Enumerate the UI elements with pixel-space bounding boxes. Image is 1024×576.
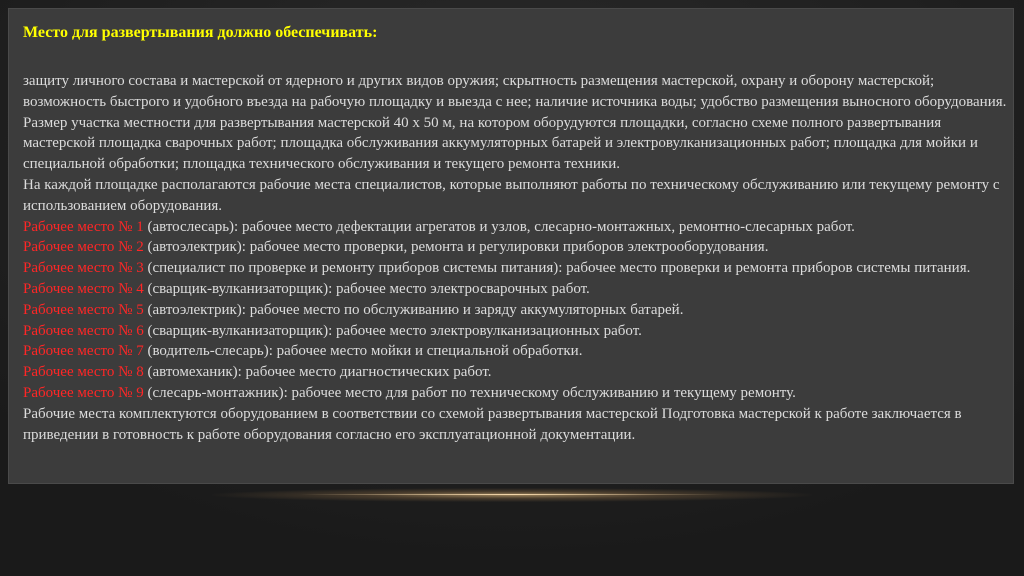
paragraph-closing: Рабочие места комплектуются оборудованием в соответствии со схемой развертывания мастерской Подготовка мастерской к работе заключается в приведении в готовность к работе оборудования согласно его эксплуатационной документации. (23, 405, 962, 443)
workplace-description: (специалист по проверке и ремонту приборов системы питания): рабочее место проверки и ремонта приборов системы питания. (143, 260, 971, 277)
workplace-description: (автомеханик): рабочее место диагностических работ. (143, 364, 492, 381)
workplace-8 (23, 362, 1013, 383)
workplace-description: (автоэлектрик): рабочее место по обслуживанию и заряду аккумуляторных батарей. (143, 301, 684, 318)
spotlight-glow (212, 488, 812, 502)
content-panel (8, 8, 1014, 484)
workplace-description: (сварщик-вулканизаторщик): рабочее место электровулканизационных работ. (143, 322, 642, 339)
workplace-description: (автослесарь): рабочее место дефектации агрегатов и узлов, слесарно-монтажных, ремонтно-слесарных работ. (143, 218, 855, 235)
workplace-label: Рабочее место № 2 (23, 239, 144, 256)
workplace-2 (23, 237, 1013, 258)
slide-body (23, 71, 1013, 445)
workplace-9 (23, 383, 1013, 404)
workplace-description: (слесарь-монтажник): рабочее место для работ по техническому обслуживанию и текущему ремонту. (143, 384, 796, 401)
workplace-label: Рабочее место № 5 (23, 301, 144, 318)
workplace-label: Рабочее место № 9 (23, 384, 144, 401)
workplace-label: Рабочее место № 6 (23, 322, 144, 339)
workplace-description: (сварщик-вулканизаторщик): рабочее место электросварочных работ. (143, 280, 590, 297)
workplace-label: Рабочее место № 8 (23, 364, 144, 381)
workplace-label: Рабочее место № 3 (23, 260, 144, 277)
spotlight-line (300, 494, 724, 495)
workplace-description: (автоэлектрик): рабочее место проверки, ремонта и регулировки приборов электрооборудования. (143, 239, 769, 256)
paragraph-site-size: Размер участка местности для развертывания мастерской 40 х 50 м, на котором оборудуются площадки, согласно схеме полного развертывания мастерской площадка сварочных работ; площадка обслуживания аккумуляторных батарей и электровулканизационных работ; площадка для мойки и специальной обработки; площадка технического обслуживания и текущего ремонта техники. (23, 114, 978, 173)
workplace-label: Рабочее место № 4 (23, 280, 144, 297)
workplace-5 (23, 300, 1013, 321)
workplace-label: Рабочее место № 1 (23, 218, 144, 235)
workplace-7 (23, 341, 1013, 362)
paragraph-requirements: защиту личного состава и мастерской от ядерного и других видов оружия; скрытность размещения мастерской, охрану и оборону мастерской; возможность быстрого и удобного въезда на рабочую площадку и выезда с нее; наличие источника воды; удобство размещения выносного оборудования. (23, 73, 1007, 110)
workplace-3 (23, 258, 1013, 279)
paragraph-workplaces-intro: На каждой площадке располагаются рабочие места специалистов, которые выполняют работы по техническому обслуживанию или текущему ремонту с использованием оборудования. (23, 176, 1000, 214)
workplace-description: (водитель-слесарь): рабочее место мойки и специальной обработки. (143, 343, 583, 360)
workplace-label: Рабочее место № 7 (23, 343, 144, 360)
slide-title: Место для развертывания должно обеспечивать: (23, 24, 378, 41)
workplace-4 (23, 279, 1013, 300)
workplace-1 (23, 217, 1013, 238)
workplace-6 (23, 321, 1013, 342)
